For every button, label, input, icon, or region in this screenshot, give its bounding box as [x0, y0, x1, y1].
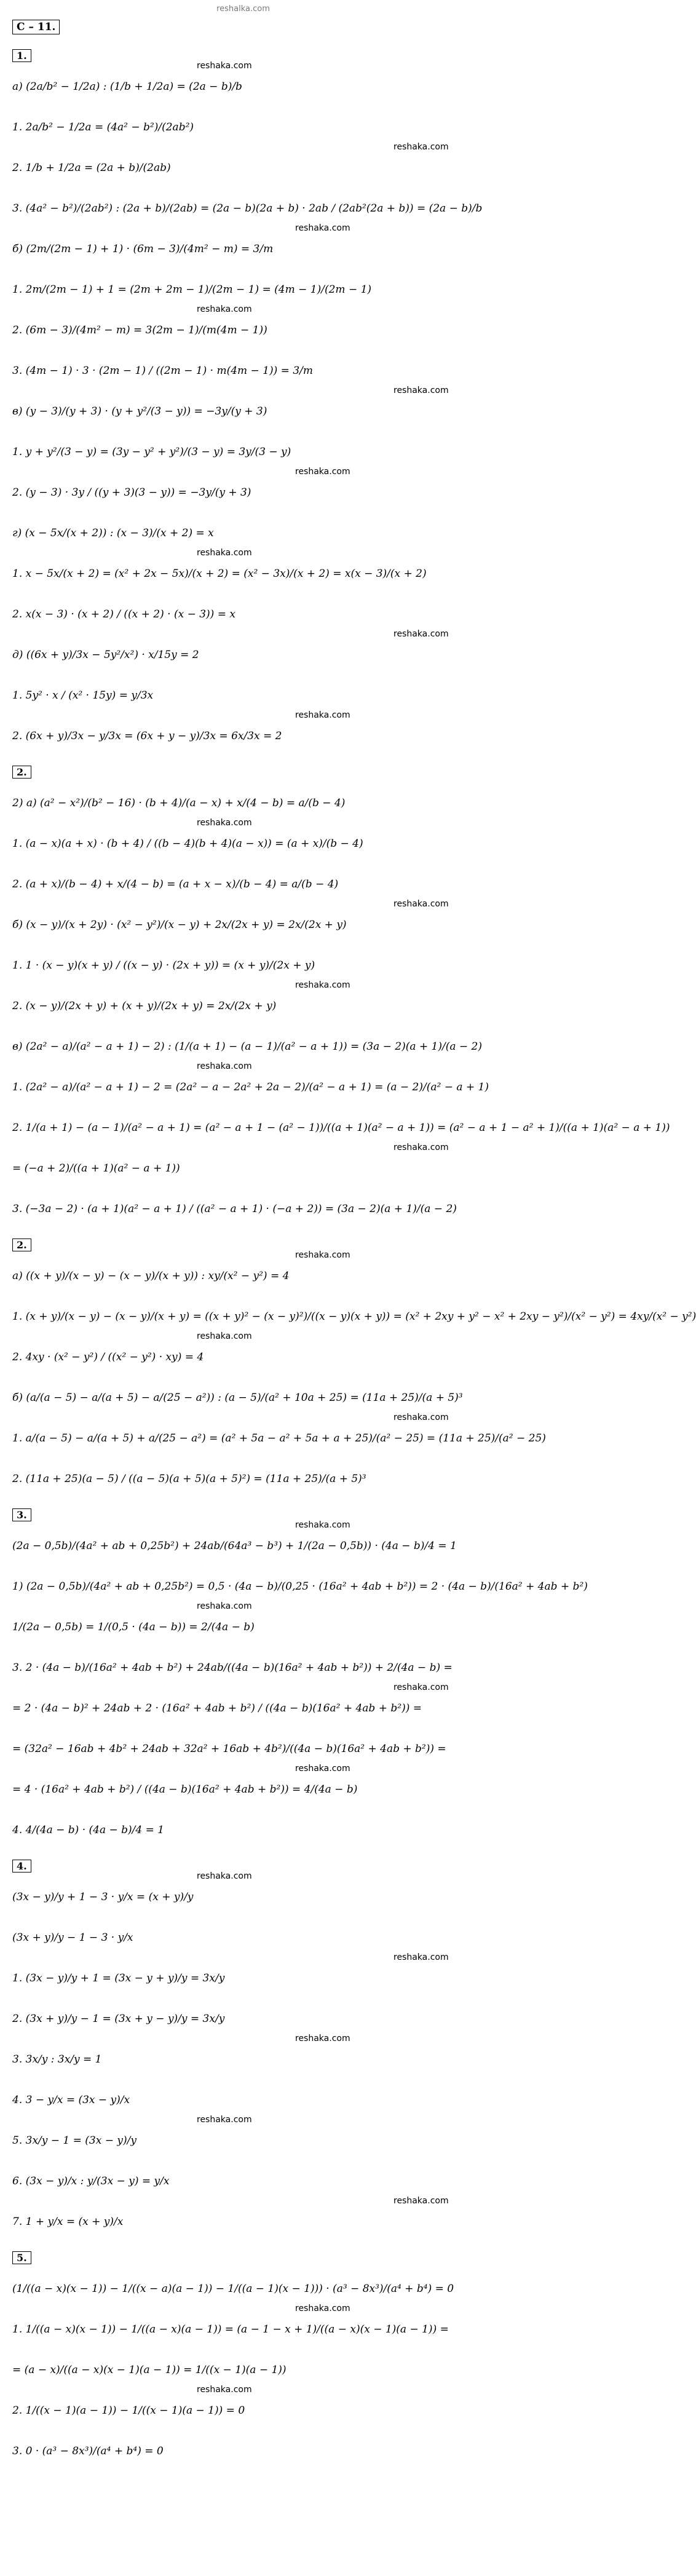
watermark-text: reshaka.com — [197, 1871, 252, 1881]
solution-line — [12, 2196, 478, 2243]
math-expression: 2. (6m − 3)/(4m² − m) = 3(2m − 1)/(m(4m − 1)) — [12, 324, 267, 337]
task-block — [12, 1860, 478, 2243]
solution-line — [12, 1061, 489, 1108]
solution-line — [12, 467, 478, 513]
task-block — [12, 1238, 696, 1500]
solution-page — [0, 18, 696, 2472]
math-expression: 1. (3x − y)/y + 1 = (3x − y + y)/y = 3x/y — [12, 1972, 225, 1985]
tasks-container — [12, 49, 696, 2472]
math-expression: = (a − x)/((a − x)(x − 1)(a − 1)) = 1/((x − 1)(a − 1)) — [12, 2364, 287, 2377]
math-expression: 1. y + y²/(3 − y) = (3y − y² + y²)/(3 − y) = 3y/(3 − y) — [12, 446, 291, 459]
math-expression: 1. x − 5x/(x + 2) = (x² + 2x − 5x)/(x + 2) = (x² − 3x)/(x + 2) = x(x − 3)/(x + 2) — [12, 568, 427, 581]
solution-line — [12, 1764, 478, 1810]
watermark-text: reshaka.com — [197, 61, 252, 71]
page-title: С – 11. — [12, 20, 60, 34]
watermark-text: reshaka.com — [295, 223, 350, 233]
solution-line — [12, 304, 478, 351]
solution-line — [12, 386, 478, 432]
solution-line — [12, 142, 478, 189]
math-expression: 3. 2 · (4a − b)/(16a² + 4ab + b²) + 24ab/((4a − b)(16a² + 4ab + b²)) + 2/(4a − b) = — [12, 1662, 453, 1674]
math-expression: 2. 1/((x − 1)(a − 1)) − 1/((x − 1)(a − 1)) = 0 — [12, 2404, 245, 2417]
math-expression: = 2 · (4a − b)² + 24ab + 2 · (16a² + 4ab + b²) / ((4a − b)(16a² + 4ab + b²)) = — [12, 1702, 422, 1715]
task-block — [12, 2251, 478, 2472]
math-expression: 1. 2m/(2m − 1) + 1 = (2m + 2m − 1)/(2m − 1) = (4m − 1)/(2m − 1) — [12, 283, 372, 296]
task-number: 2. — [12, 1238, 31, 1251]
math-expression: (2a − 0,5b)/(4a² + ab + 0,25b²) + 24ab/(64a³ − b³) + 1/(2a − 0,5b)) · (4a − b)/4 = 1 — [12, 1540, 457, 1553]
solution-line — [12, 1952, 478, 1999]
math-expression: в) (y − 3)/(y + 3) · (y + y²/(3 − y)) = −3y/(y + 3) — [12, 405, 267, 418]
math-expression: 3. (4a² − b²)/(2ab²) : (2a + b)/(2ab) = (2a − b)(2a + b) · 2ab / (2ab²(2a + b)) = (2a − b)/b — [12, 202, 483, 215]
math-expression: = (32a² − 16ab + 4b² + 24ab + 32a² + 16ab + 4b²)/((4a − b)(16a² + 4ab + b²)) = — [12, 1743, 446, 1756]
task-block — [12, 49, 483, 757]
solution-line — [12, 1601, 478, 1648]
solution-line — [12, 1331, 478, 1378]
math-expression: 2. (11a + 25)(a − 5) / ((a − 5)(a + 5)(a + 5)²) = (11a + 25)/(a + 5)³ — [12, 1473, 366, 1486]
math-expression: 4. 3 − y/x = (3x − y)/x — [12, 2094, 130, 2107]
math-expression: 2. (3x + y)/y − 1 = (3x + y − y)/y = 3x/y — [12, 2013, 225, 2026]
math-expression: = 4 · (16a² + 4ab + b²) / ((4a − b)(16a² + 4ab + b²)) = 4/(4a − b) — [12, 1783, 358, 1796]
math-expression: 3. (−3a − 2) · (a + 1)(a² − a + 1) / ((a² − a + 1) · (−a + 2)) = (3a − 2)(a + 1)/(a − 2) — [12, 1203, 457, 1216]
watermark-text: reshaka.com — [197, 2385, 252, 2395]
math-expression: (3x + y)/y − 1 − 3 · y/x — [12, 1932, 133, 1944]
task-block — [12, 766, 670, 1230]
solution-line — [12, 548, 478, 595]
watermark-text: reshaka.com — [393, 1682, 449, 1692]
task-number: 5. — [12, 2251, 31, 2264]
solution-line — [12, 2269, 478, 2310]
math-expression: г) (x − 5x/(x + 2)) : (x − 3)/(x + 2) = x — [12, 527, 214, 540]
math-expression: 1. 1 · (x − y)(x + y) / ((x − y) · (2x + y)) = (x + y)/(2x + y) — [12, 959, 315, 972]
math-expression: 1. 5y² · x / (x² · 15y) = y/3x — [12, 689, 154, 702]
solution-line — [12, 946, 478, 986]
math-expression: в) (2a² − a)/(a² − a + 1) − 2) : (1/(a + 1) − (a − 1)/(a² − a + 1)) = (3a − 2)(a + 1)/(a − 2) — [12, 1040, 482, 1053]
solution-line — [12, 676, 478, 716]
watermark-text: reshaka.com — [393, 629, 449, 639]
watermark-text: reshaka.com — [197, 548, 252, 558]
math-expression: 1. (2a² − a)/(a² − a + 1) − 2 = (2a² − a − 2a² + 2a − 2)/(a² − a + 1) = (a − 2)/(a² − a + 1) — [12, 1081, 489, 1094]
watermark-text: reshaka.com — [295, 710, 350, 720]
math-expression: 1) (2a − 0,5b)/(4a² + ab + 0,25b²) = 0,5 · (4a − b)/(0,25 · (16a² + 4ab + b²)) = 2 · (4a − b)/(16a² + 4ab + b²) — [12, 1580, 588, 1593]
solution-line — [12, 2115, 478, 2162]
math-expression: б) (x − y)/(x + 2y) · (x² − y²)/(x − y) + 2x/(2x + y) = 2x/(2x + y) — [12, 919, 347, 932]
solution-line — [12, 223, 478, 270]
solution-line — [12, 899, 478, 946]
math-expression: 1. (a − x)(a + x) · (b + 4) / ((b − 4)(b + 4)(a − x)) = (a + x)/(b − 4) — [12, 838, 363, 850]
solution-line — [12, 189, 483, 229]
math-expression: 3. 0 · (a³ − 8x³)/(a⁴ + b⁴) = 0 — [12, 2445, 164, 2458]
solution-line — [12, 61, 478, 108]
solution-line — [12, 710, 478, 757]
math-expression: (3x − y)/y + 1 − 3 · y/x = (x + y)/y — [12, 1891, 194, 1904]
math-expression: 6. (3x − y)/x : y/(3x − y) = y/x — [12, 2175, 170, 2188]
solution-line — [12, 2431, 478, 2472]
math-expression: 7. 1 + y/x = (x + y)/x — [12, 2216, 124, 2229]
math-expression: 2. 1/(a + 1) − (a − 1)/(a² − a + 1) = (a² − a + 1 − (a² − 1))/((a + 1)(a² − a + 1)) = (a² − a + 1 − a² + 1)/((a + 1)(a² − a + 1)) — [12, 1122, 670, 1135]
math-expression: 2. x(x − 3) · (x + 2) / ((x + 2) · (x − 3)) = x — [12, 608, 235, 621]
watermark-text: reshaka.com — [295, 2034, 350, 2043]
watermark-text: reshaka.com — [197, 1601, 252, 1611]
math-expression: б) (a/(a − 5) − a/(a + 5) − a/(25 − a²)) : (a − 5)/(a² + 10a + 25) = (11a + 25)/(a + 5)³ — [12, 1392, 463, 1405]
watermark-text: reshaka.com — [197, 818, 252, 828]
solution-line — [12, 2034, 478, 2080]
watermark-text: reshaka.com — [393, 1143, 449, 1152]
math-expression: 2. 4xy · (x² − y²) / ((x² − y²) · xy) = 4 — [12, 1351, 204, 1364]
solution-line — [12, 1250, 478, 1297]
solution-line — [12, 1871, 478, 1918]
watermark-text: reshaka.com — [393, 386, 449, 395]
watermark-text: reshaka.com — [197, 1331, 252, 1341]
task-block — [12, 1508, 588, 1851]
watermark-text: reshaka.com — [295, 2304, 350, 2313]
math-expression: 1/(2a − 0,5b) = 1/(0,5 · (4a − b)) = 2/(4a − b) — [12, 1621, 255, 1634]
math-expression: 5. 3x/y − 1 = (3x − y)/y — [12, 2134, 136, 2147]
task-number: 1. — [12, 49, 31, 62]
math-expression: (1/((a − x)(x − 1)) − 1/((x − a)(a − 1)) − 1/((a − 1)(x − 1))) · (a³ − 8x³)/(a⁴ + b⁴) = 0 — [12, 2283, 454, 2296]
solution-line — [12, 1520, 478, 1567]
task-number: 4. — [12, 1860, 31, 1873]
math-expression: 1. a/(a − 5) − a/(a + 5) + a/(25 − a²) = (a² + 5a − a² + 5a + a + 25)/(a² − 25) = (11a + 25)/(a² − 25) — [12, 1432, 546, 1445]
solution-line — [12, 980, 478, 1027]
math-expression: 4. 4/(4a − b) · (4a − b)/4 = 1 — [12, 1824, 165, 1837]
math-expression: = (−a + 2)/((a + 1)(a² − a + 1)) — [12, 1162, 180, 1175]
math-expression: б) (2m/(2m − 1) + 1) · (6m − 3)/(4m² − m) = 3/m — [12, 243, 274, 256]
math-expression: 1. 1/((a − x)(x − 1)) − 1/((a − x)(a − 1)) = (a − 1 − x + 1)/((a − x)(x − 1)(a − 1)) = — [12, 2323, 449, 2336]
watermark-text: reshaka.com — [393, 1952, 449, 1962]
task-number: 3. — [12, 1508, 31, 1521]
math-expression: 1. (x + y)/(x − y) − (x − y)/(x + y) = ((x + y)² − (x − y)²)/((x − y)(x + y)) = (x² + 2xy + y² − x² + 2xy − y²)/(x² − y²) = 4xy/(x² − y²) — [12, 1310, 696, 1323]
solution-line — [12, 818, 478, 865]
solution-line — [12, 1189, 478, 1230]
solution-line — [12, 432, 478, 473]
math-expression: д) ((6x + y)/3x − 5y²/x²) · x/15y = 2 — [12, 649, 199, 662]
watermark-text: reshaka.com — [295, 467, 350, 477]
solution-line — [12, 1682, 478, 1729]
watermark-text: reshaka.com — [295, 1250, 350, 1260]
solution-line — [12, 2385, 478, 2431]
watermark-text: reshaka.com — [197, 2115, 252, 2125]
task-number: 2. — [12, 766, 31, 779]
math-expression: 3. 3x/y : 3x/y = 1 — [12, 2053, 102, 2066]
solution-line — [12, 1729, 478, 1770]
watermark-text: reshaka.com — [393, 2196, 449, 2206]
solution-line — [12, 1459, 478, 1500]
math-expression: а) ((x + y)/(x − y) − (x − y)/(x + y)) : xy/(x² − y²) = 4 — [12, 1270, 290, 1283]
math-expression: 3. (4m − 1) · 3 · (2m − 1) / ((2m − 1) · m(4m − 1)) = 3/m — [12, 365, 313, 378]
site-header — [0, 0, 486, 18]
solution-line — [12, 1999, 478, 2040]
watermark-text: reshaka.com — [393, 142, 449, 152]
math-expression: 2. (x − y)/(2x + y) + (x + y)/(2x + y) = 2x/(2x + y) — [12, 1000, 277, 1013]
watermark-text: reshaka.com — [393, 1413, 449, 1422]
solution-line — [12, 1413, 546, 1459]
watermark-text: reshaka.com — [295, 980, 350, 990]
math-expression: 2) а) (a² − x²)/(b² − 16) · (b + 4)/(a − x) + x/(4 − b) = a/(b − 4) — [12, 797, 346, 810]
solution-line — [12, 1143, 478, 1189]
solution-line — [12, 1810, 478, 1851]
math-expression: 2. (6x + y)/3x − y/3x = (6x + y − y)/3x = 6x/3x = 2 — [12, 730, 282, 743]
math-expression: 2. 1/b + 1/2a = (2a + b)/(2ab) — [12, 162, 171, 175]
math-expression: а) (2a/b² − 1/2a) : (1/b + 1/2a) = (2a − b)/b — [12, 81, 242, 93]
watermark-text: reshaka.com — [295, 1764, 350, 1773]
math-expression: 2. (y − 3) · 3y / ((y + 3)(3 − y)) = −3y/(y + 3) — [12, 486, 251, 499]
math-expression: 1. 2a/b² − 1/2a = (4a² − b²)/(2ab²) — [12, 121, 194, 134]
solution-line — [12, 629, 478, 676]
math-expression: 2. (a + x)/(b − 4) + x/(4 − b) = (a + x − x)/(b − 4) = a/(b − 4) — [12, 878, 339, 891]
watermark-text: reshaka.com — [295, 1520, 350, 1530]
watermark-text: reshaka.com — [393, 899, 449, 909]
watermark-text: reshaka.com — [197, 1061, 252, 1071]
solution-line — [12, 2304, 478, 2350]
watermark-text: reshaka.com — [197, 304, 252, 314]
site-header-label: reshalka.com — [216, 4, 270, 14]
